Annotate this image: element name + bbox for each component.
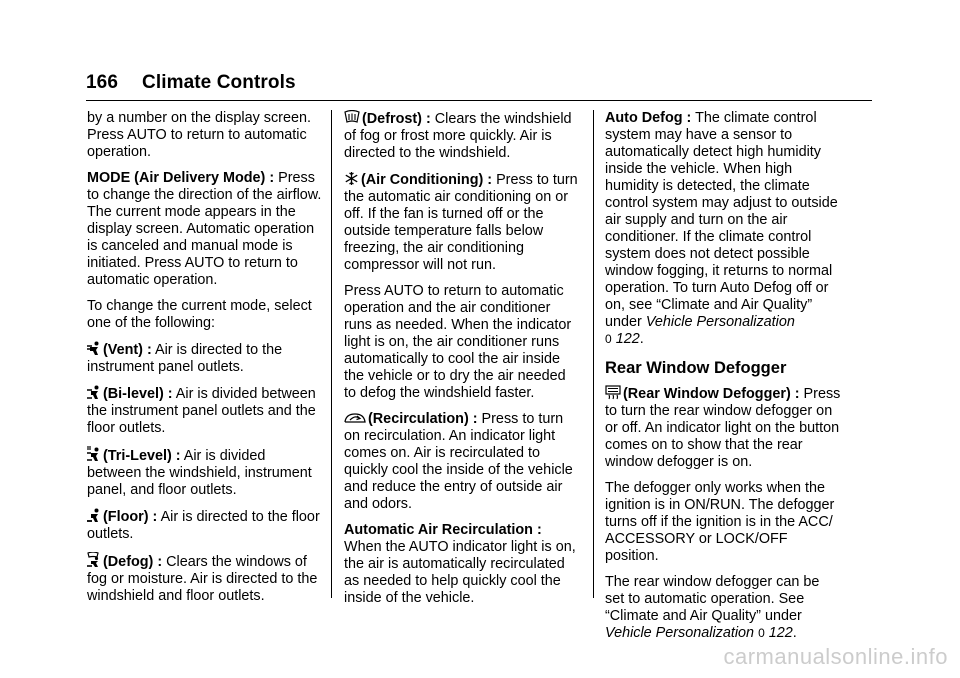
column-divider-2 — [593, 110, 594, 598]
period: . — [792, 625, 797, 641]
bilevel-text: Air is divided between the instrument panel outlets and the floor outlets. — [87, 386, 316, 436]
vent-paragraph — [87, 341, 323, 376]
ac-text: Press to turn the automatic air conditioning on or off. If the fan is turned off or the outside temperature falls below freezing, the air conditioning compressor will not run. — [344, 172, 578, 273]
page-ref-arrow-icon: 0 — [605, 332, 612, 346]
defog-mode-icon — [87, 552, 101, 568]
vent-mode-icon — [87, 341, 101, 356]
vent-term: (Vent) : — [103, 342, 152, 358]
section-heading: Rear Window Defogger — [605, 359, 787, 377]
recirc-term: (Recirculation) : — [368, 411, 478, 427]
defog-paragraph — [87, 552, 323, 605]
rear-defogger-term: (Rear Window Defogger) : — [623, 386, 800, 402]
trilevel-text: Air is divided between the windshield, instrument panel, and floor outlets. — [87, 448, 312, 498]
auto-recirc-term: Automatic Air Recirculation : — [344, 522, 542, 538]
paragraph: The defogger only works when the ignition is in ON/RUN. The defogger turns off if the ignition is in the ACC/ ACCESSORY or LOCK/OFF position. — [605, 480, 835, 564]
bilevel-paragraph — [87, 385, 323, 437]
trilevel-paragraph — [87, 446, 323, 499]
rear-defogger-text: Press to turn the rear window defogger on or off. An indicator light on the button comes on to show that the rear window defogger is on. — [605, 386, 841, 470]
watermark: carmanualsonline.info — [723, 644, 948, 669]
period: . — [639, 331, 644, 347]
page-ref-arrow-icon: 0 — [758, 626, 765, 640]
mode-term: MODE (Air Delivery Mode) : — [87, 170, 275, 186]
page-title: Climate Controls — [142, 72, 296, 93]
floor-paragraph — [87, 508, 323, 543]
defog-text: Clears the windows of fog or moisture. Air is directed to the windshield and floor outlets. — [87, 554, 318, 604]
cross-reference: Vehicle Personalization — [605, 625, 755, 641]
ac-term: (Air Conditioning) : — [361, 172, 493, 188]
rear-defogger-icon — [605, 385, 621, 400]
column-divider-1 — [331, 110, 332, 598]
floor-term: (Floor) : — [103, 509, 158, 525]
auto-defog-term: Auto Defog : — [605, 110, 692, 126]
trilevel-mode-icon — [87, 446, 101, 462]
recirc-paragraph — [344, 411, 580, 513]
paragraph: To change the current mode, select one of the following: — [87, 298, 312, 331]
page-ref-number: 122 — [615, 331, 640, 347]
auto-recirc-text: When the AUTO indicator light is on, the air is automatically recirculated as needed to help quickly cool the inside of the vehicle. — [344, 539, 576, 606]
auto-defog-paragraph — [605, 110, 841, 348]
bilevel-term: (Bi-level) : — [103, 386, 173, 402]
snowflake-icon — [344, 171, 359, 186]
defrost-icon — [344, 110, 360, 125]
trilevel-term: (Tri-Level) : — [103, 448, 181, 464]
defog-term: (Defog) : — [103, 554, 163, 570]
auto-defog-text: The climate control system may have a sensor to automatically detect high humidity inside the vehicle. When high humidity is detected, the climate control system may adjust to outside air supply and turn on the air conditioner. If the climate control system does not detect possible window fogging, it returns to normal operation. To turn Auto Defog off or on, see “Climate and Air Quality” under — [605, 110, 838, 330]
column-1 — [87, 110, 323, 614]
page-header — [86, 72, 296, 94]
page-ref-number: 122 — [768, 625, 793, 641]
column-3 — [605, 110, 841, 651]
cross-reference: Vehicle Personalization — [645, 314, 795, 330]
page-number: 166 — [86, 72, 119, 93]
bilevel-mode-icon — [87, 385, 101, 400]
paragraph: by a number on the display screen. Press AUTO to return to automatic operation. — [87, 110, 311, 160]
auto-operation-text: The rear window defogger can be set to automatic operation. See “Climate and Air Quality” under — [605, 574, 820, 624]
rear-defogger-paragraph — [605, 385, 841, 471]
floor-text: Air is directed to the floor outlets. — [87, 509, 320, 542]
vent-text: Air is directed to the instrument panel outlets. — [87, 342, 283, 375]
paragraph: Press AUTO to return to automatic operation and the air conditioner runs as needed. When the indicator light is on, the air conditioner runs automatically to cool the air inside the vehicle or to dry the air needed to defog the windshield faster. — [344, 283, 572, 401]
defrost-term: (Defrost) : — [362, 111, 431, 127]
auto-recirc-paragraph — [344, 522, 580, 607]
recirc-text: Press to turn on recirculation. An indicator light comes on. Air is recirculated to quickly cool the inside of the vehicle and reduce the entry of outside air and odors. — [344, 411, 573, 512]
defrost-text: Clears the windshield of fog or frost more quickly. Air is directed to the windshield. — [344, 111, 572, 161]
mode-paragraph — [87, 170, 323, 289]
column-2 — [344, 110, 580, 616]
recirculation-icon — [344, 412, 366, 425]
mode-text: Press to change the direction of the airflow. The current mode appears in the display screen. Automatic operation is canceled and manual mode is initiated. Press AUTO to return to automatic operation. — [87, 170, 322, 288]
floor-mode-icon — [87, 508, 101, 523]
defrost-paragraph — [344, 110, 580, 162]
ac-paragraph — [344, 171, 580, 274]
header-rule — [86, 100, 872, 101]
auto-operation-paragraph — [605, 574, 841, 642]
